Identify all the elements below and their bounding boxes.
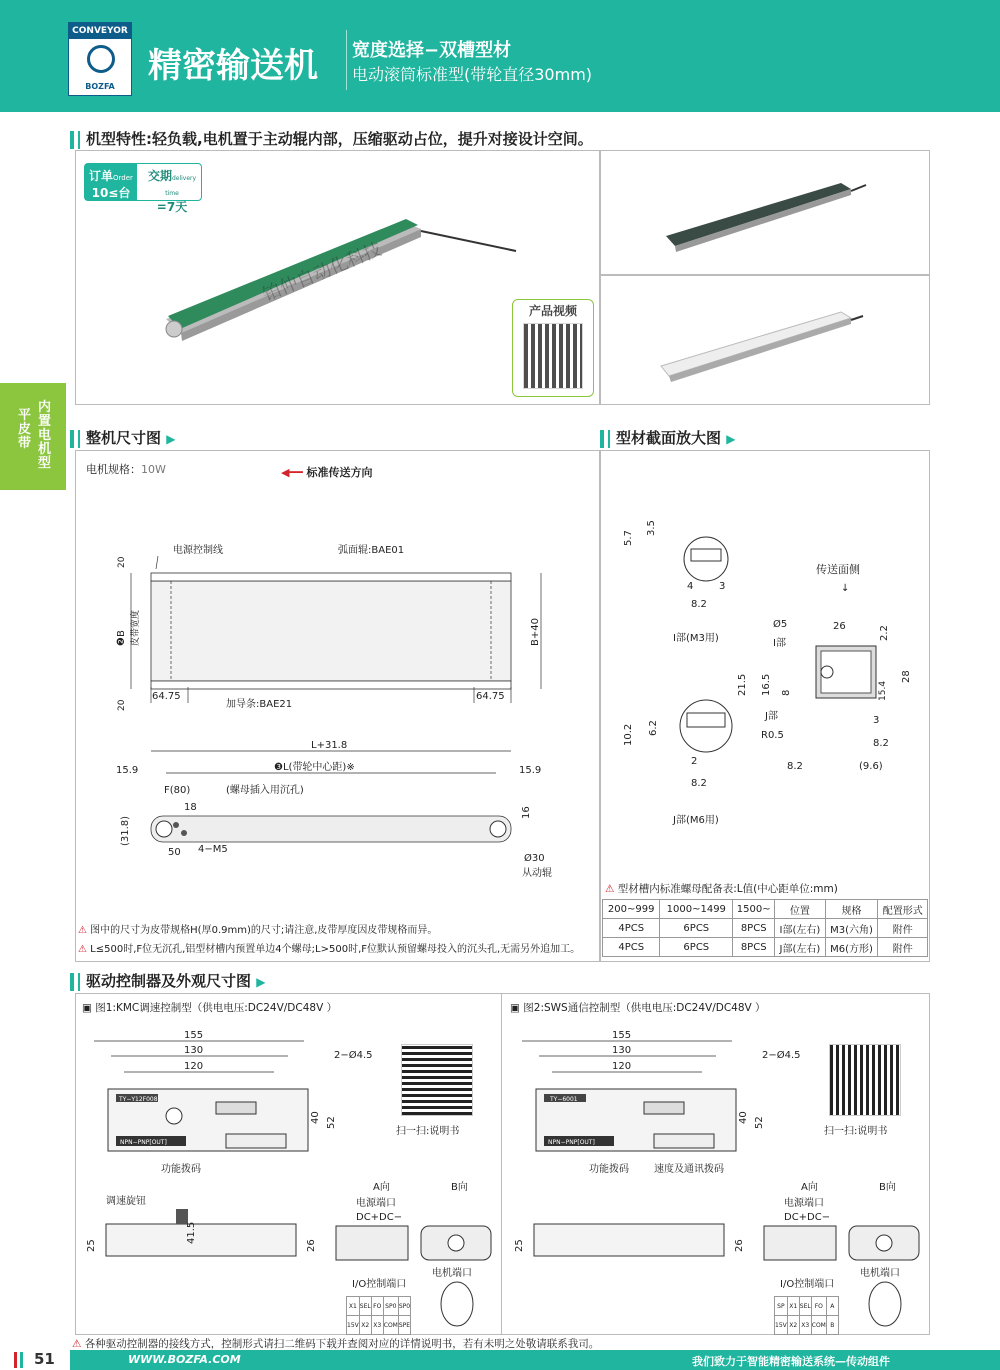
dim-25: 25	[514, 1239, 525, 1252]
dim-96: (9.6)	[859, 761, 883, 772]
dip-label-1: 功能拨码	[161, 1164, 201, 1175]
table-cell: I部(左右)	[775, 919, 825, 938]
drivers-note	[72, 1336, 599, 1351]
motor-port-label: 电机端口	[432, 1268, 472, 1279]
dim-6475a: 64.75	[152, 691, 181, 702]
table-cell: SP0	[398, 1297, 410, 1316]
play-arrow-icon: ▶	[256, 975, 266, 989]
dim-r05: R0.5	[761, 730, 784, 741]
io-table-2	[774, 1296, 839, 1335]
table-cell: X2	[787, 1316, 799, 1335]
dim-57: 5.7	[623, 530, 634, 546]
drivers-title: 驱动控制器及外观尺寸图	[86, 972, 252, 990]
a-dir-label: A向	[801, 1182, 818, 1193]
dim-20b: 20	[117, 699, 127, 711]
table-header-row	[603, 900, 928, 919]
table-cell: 附件	[878, 919, 928, 938]
dim-35: 3.5	[646, 520, 657, 536]
drivers-note-text: 各种驱动控制器的接线方式，控制形式请扫二维码下载并查阅对应的详情说明书，若有未明之处敬请联系我司。	[84, 1338, 600, 1350]
drivers-panel	[75, 993, 930, 1335]
dim-b-label: ❷B	[116, 630, 127, 646]
transfer-side-label: 传送面侧	[816, 563, 860, 576]
dim-82a: 8.2	[691, 599, 707, 610]
scan-label-1: 扫一扫:说明书	[396, 1126, 460, 1137]
j-part-label: J部(M6用)	[673, 815, 719, 826]
side-tab-line1: 内置电机型	[38, 400, 52, 471]
dim-20a: 20	[117, 556, 127, 568]
npn-label-2: NPN−PNP[OUT]	[548, 1139, 595, 1146]
dim-155: 155	[184, 1030, 204, 1041]
nut-table	[602, 899, 928, 957]
table-cell: SEL	[799, 1297, 811, 1316]
brand-logo	[68, 22, 132, 96]
dim-l318: L+31.8	[311, 740, 348, 751]
dims-note-1-text: 图中的尺寸为皮带规格H(厚0.9mm)的尺寸;请注意,皮带厚度因皮带规格而异。	[90, 925, 438, 936]
table-row	[603, 938, 928, 957]
profile-panel	[600, 450, 930, 962]
table-cell: 4PCS	[603, 938, 660, 957]
table-row	[775, 1316, 839, 1335]
io-port-label: I/O控制端口	[780, 1279, 835, 1290]
dims-note-2	[78, 940, 598, 955]
dim-130: 130	[612, 1045, 632, 1056]
io-port-label: I/O控制端口	[352, 1279, 407, 1290]
table-cell: SP0	[383, 1297, 398, 1316]
table-cell: X1	[347, 1297, 360, 1316]
dim-82d: 8.2	[787, 761, 803, 772]
table-cell: 6PCS	[660, 938, 733, 957]
dim-f80: F(80)	[164, 785, 191, 796]
dim-102: 10.2	[623, 723, 634, 746]
motor-port-label: 电机端口	[860, 1268, 900, 1279]
video-qr-code[interactable]	[523, 323, 583, 389]
footer-url[interactable]: WWW.BOZFA.COM	[128, 1353, 241, 1366]
table-header: 200~999	[603, 900, 660, 919]
roller-label: 弧面辊:BAE01	[338, 545, 405, 556]
order-label: 订单	[89, 169, 114, 183]
direction-arrow-icon: ◀━━	[281, 466, 307, 479]
logo-text: BOZFA	[85, 82, 115, 91]
manual-qr-code-2[interactable]	[829, 1044, 901, 1116]
dim-318: (31.8)	[120, 815, 131, 846]
white-belt-photo	[600, 275, 930, 405]
dark-belt-conveyor-image	[601, 151, 931, 276]
warning-icon: ⚠	[78, 925, 87, 936]
model-1-label: TY−Y12F008	[119, 1096, 158, 1103]
table-cell: 4PCS	[603, 919, 660, 938]
dc-label: DC+DC−	[356, 1212, 403, 1223]
dim-130: 130	[184, 1045, 204, 1056]
table-cell: SPE	[398, 1316, 410, 1335]
dim-82b: 8.2	[691, 778, 707, 789]
features-heading	[70, 128, 593, 149]
guide-label: 加导条:BAE21	[226, 699, 293, 710]
dim-165: 16.5	[761, 673, 772, 696]
table-cell: M6(方形)	[825, 938, 878, 957]
table-cell: J部(左右)	[775, 938, 825, 957]
table-cell: X2	[359, 1316, 371, 1335]
dims-title: 整机尺寸图	[86, 429, 162, 447]
warning-icon: ⚠	[72, 1338, 82, 1350]
page-subtitle-2: 电动滚筒标准型(带轮直径30mm)	[352, 65, 593, 84]
dim-52: 52	[326, 1116, 337, 1129]
dim-16: 16	[521, 806, 532, 819]
dip-label-2: 功能拨码	[589, 1164, 629, 1175]
table-cell: B	[826, 1316, 838, 1335]
dim-22: 2.2	[879, 625, 890, 641]
dim-40: 40	[738, 1111, 749, 1124]
table-cell: 6PCS	[660, 919, 733, 938]
table-row	[347, 1316, 411, 1335]
watermark-text: 铂仲自动化科技	[260, 238, 385, 306]
table-cell: 15V	[775, 1316, 788, 1335]
i-part-label: I部(M3用)	[673, 633, 719, 644]
dim-hole: 2−Ø4.5	[334, 1050, 373, 1061]
a-dir-label: A向	[373, 1182, 390, 1193]
motor-spec-label: 电机规格：	[86, 463, 141, 476]
page-marker	[20, 1352, 23, 1368]
table-cell: X1	[787, 1297, 799, 1316]
logo-mark-icon	[87, 45, 115, 73]
power-cable-label: 电源控制线	[173, 545, 223, 556]
dim-3b: 3	[873, 715, 880, 726]
dims-note-2-text: L≤500时,F位无沉孔,铝型材槽内预置单边4个螺母;L>500时,F位默认预留螺母投入的沉头孔,无需另外追加工。	[90, 944, 581, 955]
drivers-heading	[70, 970, 265, 991]
table-cell: 8PCS	[733, 919, 775, 938]
header-divider	[346, 30, 347, 90]
nut-table-title-text: 型材槽内标准螺母配备表:L值(中心距单位:mm)	[617, 883, 838, 895]
dim-18: 18	[184, 802, 197, 813]
b-dir-label: B向	[879, 1182, 896, 1193]
i-label: I部	[773, 638, 786, 649]
table-header: 规格	[825, 900, 878, 919]
scan-label-2: 扫一扫:说明书	[824, 1126, 888, 1137]
page-number: 51	[34, 1350, 55, 1368]
table-cell: FO	[811, 1297, 826, 1316]
delivery-value: =7天	[156, 200, 188, 214]
table-cell: 附件	[878, 938, 928, 957]
dim-28: 28	[901, 670, 912, 683]
table-cell: COM	[811, 1316, 826, 1335]
dim-4: 4	[687, 581, 694, 592]
dim-8: 8	[781, 689, 792, 696]
brand-label: CONVEYOR	[69, 23, 131, 39]
npn-label-1: NPN−PNP[OUT]	[120, 1139, 167, 1146]
page-footer	[0, 1350, 1000, 1370]
main-product-photo	[75, 150, 600, 405]
warning-icon: ⚠	[78, 944, 87, 955]
direction-text: 标准传送方向	[306, 466, 373, 479]
play-arrow-icon: ▶	[726, 432, 736, 446]
footer-slogan: 我们致力于智能精密输送系统—传动组件	[692, 1355, 890, 1368]
dim-26: 26	[734, 1239, 745, 1252]
page-title: 精密输送机	[148, 46, 318, 86]
dim-155: 155	[612, 1030, 632, 1041]
dim-hole: 2−Ø4.5	[762, 1050, 801, 1061]
order-value: 10≤台	[91, 186, 131, 200]
motor-spec-value: 10W	[141, 463, 166, 476]
dim-2: 2	[691, 756, 698, 767]
dim-6475b: 64.75	[476, 691, 505, 702]
dim-50: 50	[168, 847, 181, 858]
dim-m5: 4−M5	[198, 844, 228, 855]
table-header: 1000~1499	[660, 900, 733, 919]
manual-qr-code-1[interactable]	[401, 1044, 473, 1116]
features-title: 机型特性:轻负载,电机置于主动辊内部，压缩驱动占位，提升对接设计空间。	[86, 130, 593, 148]
side-tab	[0, 383, 66, 490]
dim-l-label: ❸L(带轮中心距)※	[274, 762, 355, 773]
warning-icon: ⚠	[605, 883, 615, 895]
page-marker	[14, 1352, 17, 1368]
dim-159a: 15.9	[116, 765, 139, 776]
delivery-en: delivery time	[165, 175, 197, 197]
dim-b40: B+40	[530, 618, 541, 646]
knob-label: 调速旋钮	[106, 1196, 146, 1207]
power-port-label: 电源端口	[784, 1198, 824, 1209]
idler-label: 从动辊	[522, 868, 552, 879]
table-header: 配置形式	[878, 900, 928, 919]
dim-215: 21.5	[737, 673, 748, 696]
dim-26: 26	[306, 1239, 317, 1252]
dim-25: 25	[86, 1239, 97, 1252]
belt-width-label: 皮带宽度	[131, 609, 141, 646]
model-2-label: TY−6001	[550, 1096, 578, 1103]
profile-section-drawing	[601, 451, 931, 871]
dims-note-1	[78, 921, 598, 936]
dim-d5: Ø5	[773, 619, 788, 630]
table-row	[775, 1297, 839, 1316]
dims-heading	[70, 427, 175, 448]
fig2-text: 图2:SWS通信控制型（供电电压:DC24V/DC48V ）	[523, 1002, 766, 1014]
j-label: J部	[765, 711, 778, 722]
page-number-box	[0, 1350, 70, 1370]
table-cell: SP	[775, 1297, 788, 1316]
video-qr-card[interactable]	[512, 299, 594, 397]
fig1-text: 图1:KMC调速控制型（供电电压:DC24V/DC48V ）	[95, 1002, 338, 1014]
dim-62: 6.2	[648, 720, 659, 736]
dim-415: 41.5	[186, 1221, 197, 1244]
side-tab-line2: 平皮带	[18, 408, 32, 451]
table-cell: M3(六角)	[825, 919, 878, 938]
b-dir-label: B向	[451, 1182, 468, 1193]
nut-table-title	[605, 881, 838, 896]
overall-dimension-drawing	[76, 451, 601, 963]
figure-icon: ▣	[82, 1002, 92, 1014]
table-cell: FO	[371, 1297, 383, 1316]
io-table-1	[346, 1296, 411, 1335]
dim-120: 120	[184, 1061, 204, 1072]
video-label: 产品视频	[528, 304, 577, 318]
dim-40: 40	[310, 1111, 321, 1124]
table-cell: X3	[799, 1316, 811, 1335]
order-en: Order	[113, 174, 133, 182]
power-port-label: 电源端口	[356, 1198, 396, 1209]
drivers-divider	[501, 994, 502, 1334]
table-header: 位置	[775, 900, 825, 919]
dim-30: Ø30	[524, 853, 545, 864]
table-row	[603, 919, 928, 938]
dims-panel	[75, 450, 600, 962]
dim-82c: 8.2	[873, 738, 889, 749]
table-cell: COM	[383, 1316, 398, 1335]
white-belt-conveyor-image	[601, 276, 931, 406]
table-row	[347, 1297, 411, 1316]
table-header: 1500~	[733, 900, 775, 919]
dim-120: 120	[612, 1061, 632, 1072]
play-arrow-icon: ▶	[166, 432, 176, 446]
table-cell: 8PCS	[733, 938, 775, 957]
table-cell: X3	[371, 1316, 383, 1335]
dim-26: 26	[833, 621, 846, 632]
table-cell: 15V	[347, 1316, 360, 1335]
profile-title: 型材截面放大图	[616, 429, 722, 447]
page-subtitle-1: 宽度选择−双槽型材	[352, 40, 512, 61]
table-cell: SEL	[359, 1297, 371, 1316]
profile-heading	[600, 427, 735, 448]
dim-159b: 15.9	[519, 765, 542, 776]
dip2-label: 速度及通讯拨码	[654, 1164, 724, 1175]
figure-icon: ▣	[510, 1002, 520, 1014]
dim-3a: 3	[719, 581, 726, 592]
dark-belt-photo	[600, 150, 930, 275]
nut-label: (螺母插入用沉孔)	[226, 785, 304, 796]
table-cell: A	[826, 1297, 838, 1316]
dim-52: 52	[754, 1116, 765, 1129]
dc-label: DC+DC−	[784, 1212, 831, 1223]
dim-154: 15.4	[878, 680, 888, 701]
down-arrow-icon: ↓	[841, 583, 850, 594]
delivery-label: 交期	[147, 169, 172, 183]
